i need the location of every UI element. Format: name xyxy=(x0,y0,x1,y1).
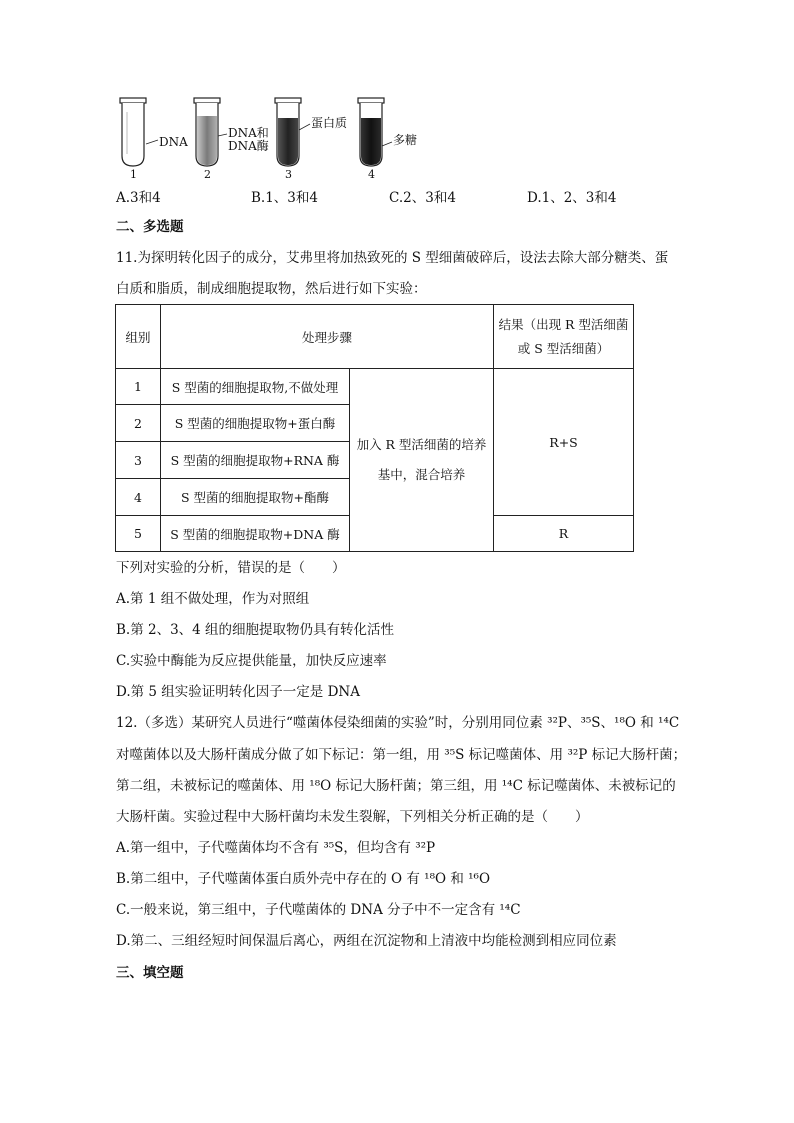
q12-option-a: A.第一组中，子代噬菌体均不含有 ³⁵S，但均含有 ³²P xyxy=(116,840,436,856)
header-group: 组别 xyxy=(116,305,161,369)
q10-option-a: A.3和4 xyxy=(116,190,161,206)
header-steps: 处理步骤 xyxy=(161,305,494,369)
q11-prompt: 下列对实验的分析，错误的是（ ） xyxy=(116,560,346,576)
q10-option-d: D.1、2、3和4 xyxy=(527,190,617,206)
q12-line3: 第二组，未被标记的噬菌体、用 ¹⁸O 标记大肠杆菌；第三组，用 ¹⁴C 标记噬菌体、未被标记的 xyxy=(116,778,676,794)
q12-option-d: D.第二、三组经短时间保温后离心，两组在沉淀物和上清液中均能检测到相应同位素 xyxy=(116,933,617,949)
row-1-step: S 型菌的细胞提取物,不做处理 xyxy=(161,369,350,405)
section-3-title: 三、填空题 xyxy=(116,965,184,981)
row-5-group: 5 xyxy=(116,516,161,552)
tube-3-number: 3 xyxy=(285,168,292,181)
experiment-table xyxy=(115,304,634,552)
tube-1 xyxy=(120,98,158,166)
row-3-step: S 型菌的细胞提取物+RNA 酶 xyxy=(161,442,350,479)
q12-option-b: B.第二组中，子代噬菌体蛋白质外壳中存在的 O 有 ¹⁸O 和 ¹⁶O xyxy=(116,871,491,887)
tube-3-label: 蛋白质 xyxy=(311,116,348,130)
q12-option-c: C.一般来说，第三组中，子代噬菌体的 DNA 分子中不一定含有 ¹⁴C xyxy=(116,902,521,918)
tube-4 xyxy=(358,98,392,166)
row-3-group: 3 xyxy=(116,442,161,479)
tube-2 xyxy=(194,98,227,166)
q11-option-c: C.实验中酶能为反应提供能量，加快反应速率 xyxy=(116,653,387,669)
tube-1-label: DNA xyxy=(159,135,188,149)
row-5-step: S 型菌的细胞提取物+DNA 酶 xyxy=(161,516,350,552)
header-result: 结果（出现 R 型活细菌或 S 型活细菌） xyxy=(494,305,634,369)
q11-option-b: B.第 2、3、4 组的细胞提取物仍具有转化活性 xyxy=(116,622,395,638)
tube-3 xyxy=(275,98,310,166)
tube-4-number: 4 xyxy=(368,168,375,181)
result-1-4: R+S xyxy=(494,369,634,516)
merged-step-cell: 加入 R 型活细菌的培养基中，混合培养 xyxy=(350,369,494,552)
q11-stem-line2: 白质和脂质，制成细胞提取物，然后进行如下实验： xyxy=(116,281,427,297)
table-header-row xyxy=(116,305,634,369)
table-row xyxy=(116,369,634,405)
q12-line4: 大肠杆菌。实验过程中大肠杆菌均未发生裂解，下列相关分析正确的是（ ） xyxy=(116,809,589,825)
row-1-group: 1 xyxy=(116,369,161,405)
tube-2-label-line2: DNA酶 xyxy=(228,139,269,153)
tube-1-number: 1 xyxy=(130,168,137,181)
test-tube-figure xyxy=(110,96,440,180)
result-5: R xyxy=(494,516,634,552)
tube-4-label: 多糖 xyxy=(393,133,418,147)
row-2-group: 2 xyxy=(116,405,161,442)
tube-2-label-line1: DNA和 xyxy=(228,126,269,140)
q11-stem-line1: 11.为探明转化因子的成分，艾弗里将加热致死的 S 型细菌破碎后，设法去除大部分糖类、蛋 xyxy=(116,250,669,266)
tube-2-number: 2 xyxy=(204,168,211,181)
q10-option-c: C.2、3和4 xyxy=(389,190,456,206)
row-2-step: S 型菌的细胞提取物+蛋白酶 xyxy=(161,405,350,442)
row-4-group: 4 xyxy=(116,479,161,516)
q11-option-d: D.第 5 组实验证明转化因子一定是 DNA xyxy=(116,684,360,700)
section-2-title: 二、多选题 xyxy=(116,219,184,235)
row-4-step: S 型菌的细胞提取物+酯酶 xyxy=(161,479,350,516)
q12-line2: 对噬菌体以及大肠杆菌成分做了如下标记：第一组，用 ³⁵S 标记噬菌体、用 ³²P 标记大肠杆菌； xyxy=(116,747,687,763)
q11-option-a: A.第 1 组不做处理，作为对照组 xyxy=(116,591,310,607)
q10-option-b: B.1、3和4 xyxy=(251,190,318,206)
q12-line1: 12.（多选）某研究人员进行“噬菌体侵染细菌的实验”时，分别用同位素 ³²P、³⁵S、¹⁸O 和 ¹⁴C xyxy=(116,715,680,731)
